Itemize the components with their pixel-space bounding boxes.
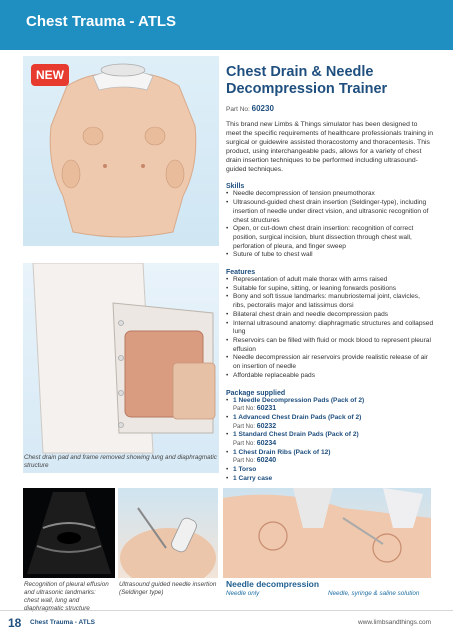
product-details xyxy=(226,64,434,484)
package-item xyxy=(226,431,434,448)
footer-divider xyxy=(0,610,453,611)
package-item xyxy=(226,414,434,431)
frame-photo xyxy=(23,263,219,473)
needle-insertion-photo xyxy=(118,488,218,578)
ultrasound-scan xyxy=(23,488,115,578)
product-title-line2: Decompression Trainer xyxy=(226,81,388,97)
needle-decompression-photo xyxy=(223,488,431,578)
package-item-partno: Part No: 60240 xyxy=(233,457,277,465)
decompression-illustration xyxy=(223,488,431,578)
ultrasound-caption: Recognition of pleural effusion and ultrasonic landmarks: chest wall, lung and diaphragmatic structure xyxy=(24,581,109,612)
feature-item: • Internal ultrasound anatomy: diaphragmatic structures and collapsed lung xyxy=(226,320,434,337)
package-section xyxy=(226,390,434,484)
skills-list xyxy=(226,190,434,260)
package-item xyxy=(226,466,434,475)
package-item xyxy=(226,449,434,466)
package-item-label: 1 Advanced Chest Drain Pads (Pack of 2) xyxy=(233,413,362,421)
needle-insertion-caption: Ultrasound guided needle insertion (Seldinger type) xyxy=(119,581,217,596)
header-bar xyxy=(0,0,453,50)
frame-illustration xyxy=(23,263,219,473)
feature-item: • Bony and soft tissue landmarks: manubriosternal joint, clavicles, ribs, pectoralis major and latissimus dorsi xyxy=(226,293,434,310)
features-list xyxy=(226,276,434,380)
partno-value: 60230 xyxy=(251,104,274,113)
package-item-partno: Part No: 60232 xyxy=(233,422,277,430)
package-item xyxy=(226,475,434,484)
feature-item: • Needle decompression air reservoirs provide realistic release of air on insertion of needle xyxy=(226,354,434,371)
package-item-label: 1 Torso xyxy=(233,466,257,474)
package-heading: Package supplied xyxy=(226,389,286,397)
section-title: Chest Trauma - ATLS xyxy=(26,13,177,30)
package-list xyxy=(226,397,434,484)
product-title xyxy=(226,64,434,98)
part-number xyxy=(226,104,434,113)
probe-illustration xyxy=(118,488,218,578)
features-section xyxy=(226,269,434,380)
footer-url[interactable]: www.limbsandthings.com xyxy=(358,619,431,626)
needle-syringe-caption: Needle, syringe & saline solution xyxy=(328,590,420,597)
feature-item: • Bilateral chest drain and needle decompression pads xyxy=(226,311,434,320)
feature-item: • Reservoirs can be filled with fluid or mock blood to represent pleural effusion xyxy=(226,337,434,354)
new-badge: NEW xyxy=(31,64,69,86)
package-item-partno: Part No: 60231 xyxy=(233,405,277,413)
feature-item: • Suitable for supine, sitting, or leaning forwards positions xyxy=(226,285,434,294)
product-photo xyxy=(23,56,219,246)
ultrasound-image xyxy=(23,488,115,578)
skill-item: • Ultrasound-guided chest drain insertion (Seldinger-type), including insertion of needle under direct vision, and ultrasonic recognition of chest structures xyxy=(226,199,434,225)
skills-heading: Skills xyxy=(226,183,245,191)
page-number: 18 xyxy=(8,616,22,630)
skill-item: • Suture of tube to chest wall xyxy=(226,251,434,260)
skill-item: • Open, or cut-down chest drain insertion: recognition of correct position, surgical incision, blunt dissection through chest wall, perforation of pleura, and finger sweep xyxy=(226,225,434,251)
product-description: This brand new Limbs & Things simulator has been designed to meet the specific requirements of healthcare professionals training in surgical or guidewire assisted thoracostomy and thoracentesis. This product, using interchangeable pads, allows for a variety of chest drain insertion techniques to be performed including ultrasound-guided techniques. xyxy=(226,121,434,173)
needle-only-caption: Needle only xyxy=(226,590,260,597)
package-item-label: 1 Standard Chest Drain Pads (Pack of 2) xyxy=(233,431,359,439)
decompression-title: Needle decompression xyxy=(226,579,320,589)
partno-label: Part No: xyxy=(226,106,250,113)
package-item-label: 1 Chest Drain Ribs (Pack of 12) xyxy=(233,448,331,456)
feature-item: • Affordable replaceable pads xyxy=(226,372,434,381)
product-title-line1: Chest Drain & Needle xyxy=(226,64,374,80)
package-item-label: 1 Needle Decompression Pads (Pack of 2) xyxy=(233,396,365,404)
feature-item: • Representation of adult male thorax with arms raised xyxy=(226,276,434,285)
package-item-partno: Part No: 60234 xyxy=(233,440,277,448)
skill-item: • Needle decompression of tension pneumothorax xyxy=(226,190,434,199)
footer-section: Chest Trauma - ATLS xyxy=(30,619,96,626)
skills-section xyxy=(226,183,434,260)
features-heading: Features xyxy=(226,269,256,277)
frame-caption: Chest drain pad and frame removed showing lung and diaphragmatic structure xyxy=(24,454,217,469)
package-item-label: 1 Carry case xyxy=(233,474,273,482)
package-item xyxy=(226,397,434,414)
